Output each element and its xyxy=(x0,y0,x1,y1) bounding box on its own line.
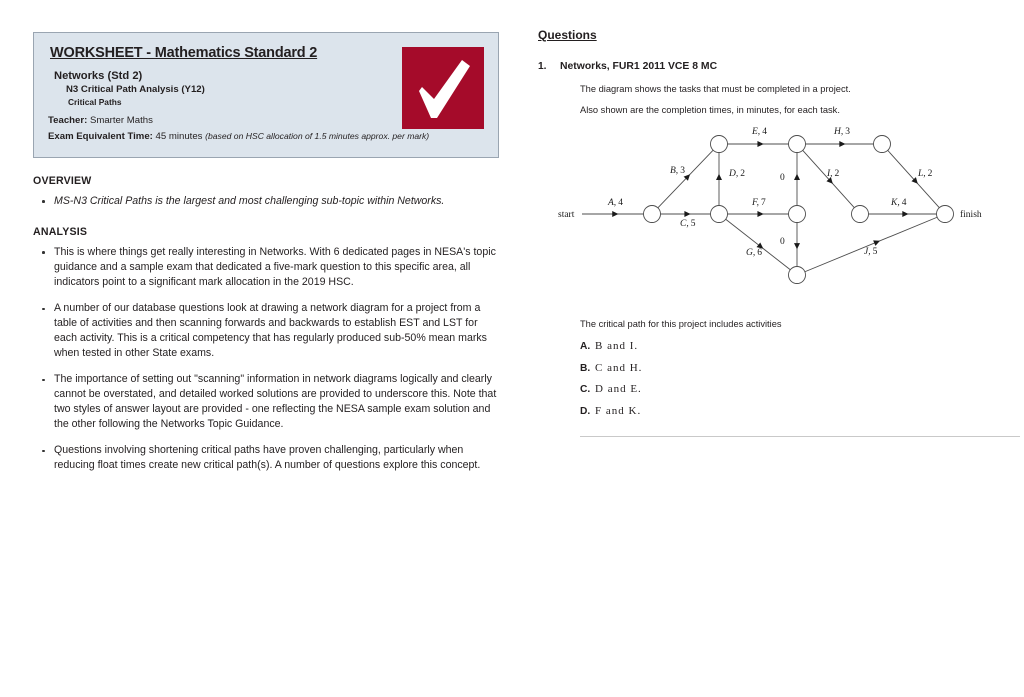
edge-label: B, 3 xyxy=(670,166,685,177)
diagram-node xyxy=(789,206,806,223)
checkmark-tick-icon xyxy=(402,47,484,129)
edge-label: L, 2 xyxy=(918,169,933,180)
list-item xyxy=(33,443,503,473)
question-title: Networks, FUR1 2011 VCE 8 MC xyxy=(560,61,718,72)
diagram-node xyxy=(711,206,728,223)
analysis-heading: ANALYSIS xyxy=(33,225,88,238)
option-key: B. xyxy=(580,362,591,374)
edge-arrow-icon xyxy=(839,141,845,147)
exam-time-note: (based on HSC allocation of 1.5 minutes approx. per mark) xyxy=(205,130,430,141)
list-item xyxy=(33,245,503,290)
edge-label: C, 5 xyxy=(680,219,696,230)
left-column xyxy=(33,32,503,484)
answer-block xyxy=(560,319,998,437)
exam-time-line xyxy=(48,131,484,144)
network-diagram xyxy=(546,126,996,301)
topic-level-2: N3 Critical Path Analysis (Y12) xyxy=(66,84,205,95)
diagram-node xyxy=(937,206,954,223)
edge-arrow-icon xyxy=(794,243,800,249)
option-d[interactable] xyxy=(580,405,998,417)
edge-label: H, 3 xyxy=(834,127,850,138)
analysis-list xyxy=(33,245,503,473)
start-label: start xyxy=(558,210,575,221)
analysis-bullet-text: The importance of setting out "scanning" information in network diagrams logically and clearly cannot be overstated, and detailed worked solutions are provided to underscore this. Note that two styles of answer layout are provided - one reflecting the NESA sample exam solution and the other following the Networks Topic Guidance. xyxy=(54,373,497,431)
edge-arrow-icon xyxy=(757,211,763,217)
edge-label: F, 7 xyxy=(752,198,766,209)
diagram-node xyxy=(644,206,661,223)
answer-lead-text: The critical path for this project includes activities xyxy=(580,319,782,330)
option-key: C. xyxy=(580,384,591,396)
exam-time-label: Exam Equivalent Time: xyxy=(48,130,153,142)
list-item xyxy=(33,301,503,361)
analysis-bullet-text: This is where things get really interesting in Networks. With 6 dedicated pages in NESA's topic guidance and a sample exam that dedicated a five-mark question to this specific area, all indicators point to a significant mark allocation in the 2019 HSC. xyxy=(54,245,496,288)
finish-label: finish xyxy=(960,210,982,221)
overview-bullet-text: MS-N3 Critical Paths is the largest and most challenging sub-topic within Networks. xyxy=(54,194,445,207)
edge-arrow-icon xyxy=(873,238,881,246)
network-diagram-svg xyxy=(546,126,996,301)
edge-arrow-icon xyxy=(684,211,690,217)
list-item xyxy=(33,194,503,209)
question-line: Also shown are the completion times, in minutes, for each task. xyxy=(580,104,840,115)
question-number: 1. xyxy=(538,61,547,72)
analysis-bullet-text: Questions involving shortening critical paths have proven challenging, particularly when reducing float times create new critical path(s). A number of questions explore this concept. xyxy=(54,444,481,472)
analysis-bullet-text: A number of our database questions look at drawing a network diagram for a project from a table of activities and then scanning forwards and backwards to establish EST and LST for each activity. This is a critical competency that has regularly produced sub-50% mean marks when tested in other State exams. xyxy=(54,302,487,360)
edge-label: J, 5 xyxy=(864,247,878,258)
option-text: D and E. xyxy=(595,383,642,396)
option-text: F and K. xyxy=(595,404,642,417)
edge-label: E, 4 xyxy=(752,127,767,138)
option-a[interactable] xyxy=(580,340,998,352)
topic-level-1: Networks (Std 2) xyxy=(54,70,143,82)
question-1 xyxy=(538,61,998,437)
option-text: C and H. xyxy=(595,361,643,374)
edge-label: G, 6 xyxy=(746,248,762,259)
list-item xyxy=(33,372,503,432)
overview-list xyxy=(33,194,503,209)
teacher-value: Smarter Maths xyxy=(89,115,153,126)
edge-label: K, 4 xyxy=(891,198,907,209)
diagram-node xyxy=(789,136,806,153)
overview-heading: OVERVIEW xyxy=(33,174,92,187)
edge-arrow-icon xyxy=(716,174,722,180)
edge-label: A, 4 xyxy=(608,198,623,209)
edge-arrow-icon xyxy=(757,141,763,147)
edge-label: 0 xyxy=(780,237,785,248)
worksheet-header-box xyxy=(33,32,499,158)
option-key: D. xyxy=(580,405,591,417)
question-divider xyxy=(580,436,1020,437)
teacher-label: Teacher: xyxy=(48,115,88,126)
option-c[interactable] xyxy=(580,383,998,395)
diagram-node xyxy=(852,206,869,223)
question-body xyxy=(560,83,998,116)
edge-label: 0 xyxy=(780,173,785,184)
diagram-node xyxy=(874,136,891,153)
edge-label: I, 2 xyxy=(827,169,840,180)
topic-level-3: Critical Paths xyxy=(68,97,122,107)
option-text: B and I. xyxy=(595,340,639,353)
exam-time-value: 45 minutes xyxy=(155,130,203,142)
edge-arrow-icon xyxy=(612,211,618,217)
right-column xyxy=(538,28,998,437)
edge-arrow-icon xyxy=(794,174,800,180)
option-b[interactable] xyxy=(580,362,998,374)
page-title: WORKSHEET - Mathematics Standard 2 xyxy=(50,45,318,61)
question-line: The diagram shows the tasks that must be completed in a project. xyxy=(580,84,851,94)
questions-heading: Questions xyxy=(538,28,597,42)
diagram-node xyxy=(789,267,806,284)
option-key: A. xyxy=(580,341,591,353)
edge-arrow-icon xyxy=(902,211,908,217)
diagram-node xyxy=(711,136,728,153)
edge-label: D, 2 xyxy=(729,169,745,180)
diagram-nodes xyxy=(644,136,954,284)
